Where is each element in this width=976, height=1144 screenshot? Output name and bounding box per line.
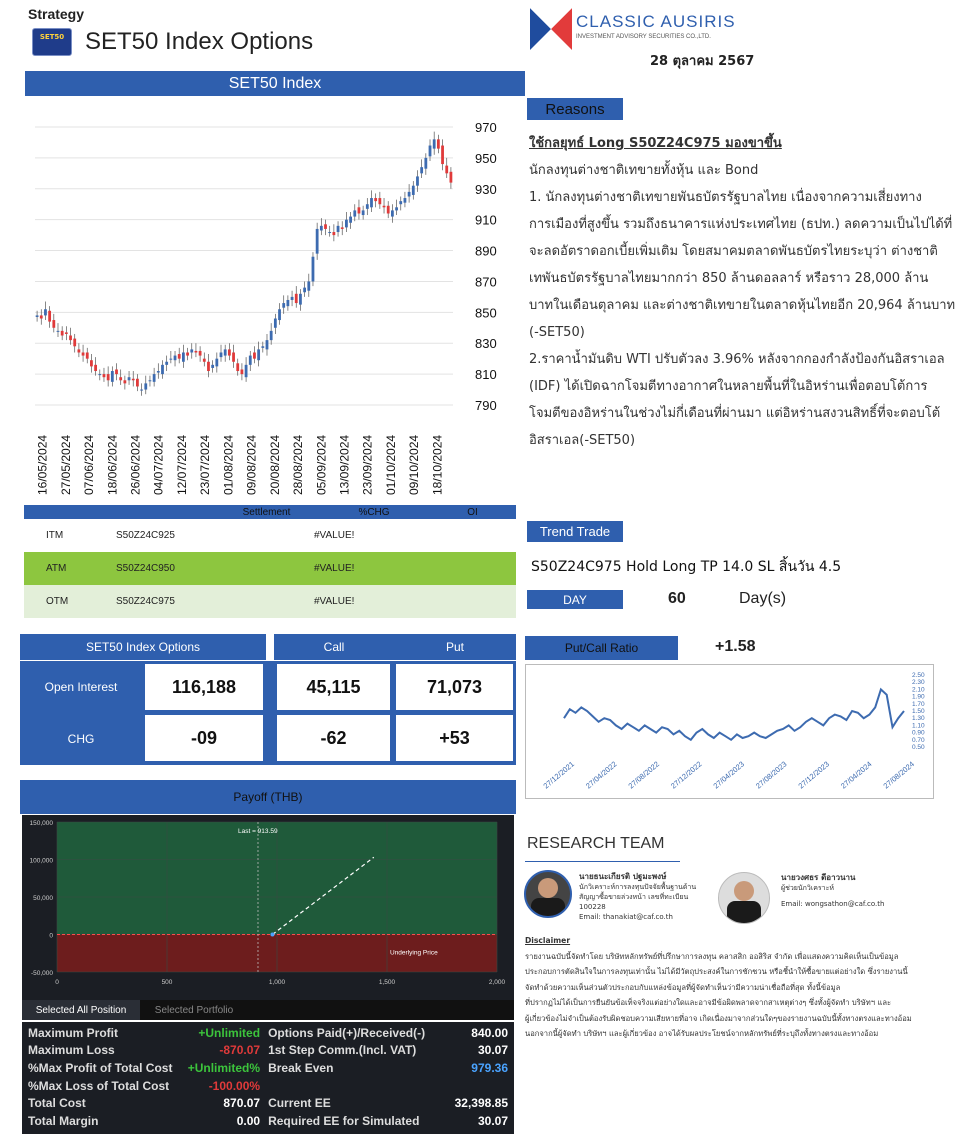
- stat-row: [28, 1042, 260, 1060]
- candle-body: [228, 349, 231, 355]
- x-tick-label: 26/06/2024: [128, 434, 143, 495]
- stat-value: +Unlimited%: [187, 1060, 261, 1075]
- pcr-y-tick: 1.70: [912, 700, 925, 708]
- stat-value: 30.07: [477, 1043, 508, 1058]
- pcr-value: +1.58: [715, 638, 756, 655]
- payoff-y-tick: 50,000: [33, 895, 53, 902]
- payoff-tabs: [22, 1000, 514, 1020]
- pcr-x-tick: 27/12/2022: [669, 759, 704, 791]
- stat-value: 870.07: [223, 1096, 261, 1111]
- stat-row: [268, 1077, 508, 1095]
- candle-body: [316, 229, 319, 254]
- candle-body: [103, 374, 106, 377]
- candle-body: [320, 226, 323, 231]
- candle-body: [358, 207, 361, 213]
- x-tick-label: 07/06/2024: [82, 434, 97, 495]
- stat-label: Current EE: [268, 1096, 331, 1111]
- stat-label: Required EE for Simulated: [268, 1113, 420, 1128]
- pcr-label: Put/Call Ratio: [525, 636, 678, 660]
- pcr-x-tick: 27/12/2021: [541, 759, 577, 791]
- option-chg: #VALUE!: [314, 530, 355, 541]
- stat-row: [268, 1059, 508, 1077]
- reasons-line: อิสราเอล(-SET50): [529, 433, 636, 448]
- candle-body: [215, 359, 218, 367]
- candle-body: [445, 166, 448, 174]
- candle-body: [207, 362, 210, 371]
- candle-body: [144, 383, 147, 389]
- candle-body: [399, 201, 402, 204]
- disclaimer-line: นอกจากนี้ผู้จัดทำ บริษัทฯ และผู้เกี่ยวข้อง อาจได้รับผลประโยชน์จากหลักทรัพย์ที่ระบุถึงทั้งทางตรงและทางอ้อม: [525, 1029, 879, 1038]
- option-series: S50Z24C925: [116, 530, 175, 541]
- candle-body: [40, 315, 43, 318]
- candle-body: [253, 352, 256, 358]
- pcr-line: [564, 689, 904, 739]
- candle-body: [374, 198, 377, 201]
- stat-row: [268, 1042, 508, 1060]
- candle-body: [132, 379, 135, 381]
- candle-body: [44, 309, 47, 315]
- candle-body: [278, 309, 281, 320]
- candle-body: [107, 374, 110, 380]
- candle-body: [345, 220, 348, 228]
- candle-body: [186, 352, 189, 355]
- reasons-badge: Reasons: [527, 98, 623, 120]
- options-table-header: Settlement %CHG OI: [24, 505, 516, 519]
- chart-band: SET50 Index: [25, 71, 525, 96]
- y-tick-label: 930: [475, 181, 497, 197]
- x-tick-label: 16/05/2024: [35, 434, 50, 495]
- candle-body: [441, 146, 444, 165]
- candle-body: [408, 192, 411, 197]
- oi-row-label: Open Interest: [20, 661, 142, 713]
- day-value: 60: [668, 590, 686, 607]
- chg-total: -09: [142, 712, 266, 764]
- stat-value: 0.00: [236, 1113, 261, 1128]
- candle-body: [52, 320, 55, 328]
- team-divider: [525, 861, 680, 862]
- candle-body: [157, 371, 160, 373]
- tab-selected-portfolio[interactable]: Selected Portfolio: [154, 1004, 234, 1016]
- pcr-y-tick: 1.10: [912, 722, 925, 730]
- x-tick-label: 04/07/2024: [151, 434, 166, 495]
- candle-body: [312, 257, 315, 282]
- payoff-title: Payoff (THB): [20, 780, 516, 814]
- reasons-line: เทพันธบัตรรัฐบาลไทยมากกว่า 850 ล้านดอลลาร์ หรือราว 28,000 ล้าน: [529, 271, 929, 286]
- x-tick-label: 18/06/2024: [105, 434, 120, 495]
- candle-body: [195, 351, 198, 353]
- candle-body: [324, 224, 327, 229]
- candle-body: [241, 369, 244, 374]
- pcr-x-tick: 27/08/2023: [754, 759, 789, 791]
- candle-body: [353, 210, 356, 216]
- candle-body: [291, 297, 294, 300]
- chg-call: -62: [274, 712, 393, 764]
- stat-value: 32,398.85: [454, 1096, 508, 1111]
- y-tick-label: 830: [475, 336, 497, 352]
- candle-body: [249, 356, 252, 365]
- candle-body: [169, 359, 172, 360]
- candle-body: [178, 354, 181, 359]
- candle-body: [86, 352, 89, 358]
- stat-label: Maximum Profit: [28, 1025, 119, 1040]
- options-row: [24, 552, 516, 585]
- payoff-stats: [22, 1022, 514, 1134]
- stat-label: %Max Profit of Total Cost: [28, 1060, 173, 1075]
- pcr-x-tick: 27/08/2024: [881, 759, 917, 791]
- x-tick-label: 01/08/2024: [221, 434, 236, 495]
- candle-body: [437, 139, 440, 148]
- oi-put-label: Put: [394, 634, 516, 660]
- stat-label: Break Even: [268, 1060, 334, 1075]
- x-tick-label: 23/09/2024: [360, 434, 375, 495]
- candle-body: [450, 172, 453, 183]
- disclaimer-line: ผู้เกี่ยวข้องไม่จำเป็นต้องรับผิดชอบความเสียหายที่อาจ เกิดเนื่องมาจากส่วนใดๆของรายงานฉบับนี้ทั้งทางตรงและทางอ้อม: [525, 1013, 912, 1023]
- stat-row: [268, 1112, 508, 1130]
- payoff-x-tick: 2,000: [488, 979, 506, 986]
- candle-body: [61, 331, 64, 336]
- stat-label: 1st Step Comm.(Incl. VAT): [268, 1043, 417, 1058]
- x-tick-label: 28/08/2024: [291, 434, 306, 495]
- y-tick-label: 890: [475, 243, 497, 259]
- disclaimer-line: ที่ปรากฏไม่ได้เป็นการยืนยันข้อเท็จจริงแต่อย่างใดและอาจมีข้อผิดพลาดจากสาเหตุต่างๆ ซึ่งทั้งผู้จัดทำ บริษัทฯ และ: [525, 998, 892, 1007]
- candle-body: [57, 331, 60, 332]
- candle-body: [282, 303, 285, 308]
- brand-logo-icon: [530, 8, 572, 50]
- candle-body: [128, 377, 131, 380]
- candle-body: [303, 288, 306, 293]
- stat-value: -100.00%: [208, 1078, 261, 1093]
- oi-total: 116,188: [142, 661, 266, 713]
- candle-body: [94, 365, 97, 371]
- candle-body: [90, 360, 93, 366]
- candle-body: [36, 315, 39, 317]
- pcr-y-tick: 0.90: [912, 729, 925, 737]
- page-title: SET50 Index Options: [85, 28, 314, 55]
- candle-body: [307, 281, 310, 290]
- candle-body: [404, 198, 407, 203]
- y-tick-label: 850: [475, 305, 497, 321]
- stat-row: [268, 1024, 508, 1042]
- candle-body: [111, 371, 114, 382]
- candle-body: [115, 369, 118, 374]
- disclaimer-line: จัดทำด้วยความเห็นส่วนตัวประกอบกับแหล่งข้อมูลที่ผู้จัดทำเห็นว่ามีความน่าเชื่อถือที่สุด ทั้งนี้ข้อมูล: [525, 982, 841, 992]
- reasons-line: บาทในเดือนตุลาคม และต่างชาติเทขายในตลาดหุ้นไทยอีก 20,964 ล้านบาท: [529, 298, 956, 313]
- stat-label: Total Cost: [28, 1096, 86, 1111]
- candle-body: [383, 206, 386, 208]
- day-unit: Day(s): [739, 590, 787, 607]
- candle-body: [224, 349, 227, 355]
- y-tick-label: 950: [475, 150, 497, 166]
- candle-body: [220, 352, 223, 357]
- stat-value: +Unlimited: [198, 1025, 261, 1040]
- payoff-x-tick: 1,500: [378, 979, 396, 986]
- reasons-line: จะลดอัตราดอกเบี้ยเพิ่มเติม โดยสมาคมตลาดพันธบัตรไทยระบุว่า ต่างชาติ: [529, 244, 938, 259]
- stat-value: 840.00: [471, 1025, 508, 1040]
- candle-body: [199, 351, 202, 356]
- pcr-chart: [525, 664, 934, 799]
- moneyness-tag: OTM: [46, 596, 69, 607]
- candle-body: [174, 356, 177, 361]
- candle-body: [232, 352, 235, 361]
- pcr-y-tick: 0.70: [912, 736, 925, 744]
- candle-body: [123, 380, 126, 383]
- stat-label: Maximum Loss: [28, 1043, 115, 1058]
- set50-logo: SET50: [32, 28, 72, 56]
- candle-body: [266, 340, 269, 349]
- options-row: [24, 519, 516, 552]
- reasons-line: (-SET50): [529, 325, 585, 340]
- last-price-label: Last = 913.59: [237, 828, 278, 835]
- candle-body: [119, 377, 122, 380]
- y-tick-label: 790: [475, 398, 497, 413]
- payoff-chart: [22, 815, 514, 1000]
- brand-sub: INVESTMENT ADVISORY SECURITIES CO.,LTD.: [576, 34, 711, 40]
- chg-row-label: CHG: [20, 713, 142, 765]
- reasons-line: 1. นักลงทุนต่างชาติเทขายพันธบัตรรัฐบาลไทย เนื่องจากความเสี่ยงทาง: [529, 190, 922, 205]
- reasons-line: นักลงทุนต่างชาติเทขายทั้งหุ้น และ Bond: [529, 163, 759, 178]
- options-table: [24, 505, 516, 618]
- x-tick-label: 23/07/2024: [198, 434, 213, 495]
- trend-text: S50Z24C975 Hold Long TP 14.0 SL สิ้นวัน 4.5: [531, 559, 842, 575]
- stat-label: Total Margin: [28, 1113, 99, 1128]
- candle-body: [136, 379, 139, 387]
- brand-name: CLASSIC AUSIRIS: [576, 12, 736, 31]
- break-even-marker: [270, 933, 274, 937]
- reasons-body: [529, 130, 974, 454]
- candle-body: [65, 332, 68, 334]
- candle-body: [98, 374, 101, 375]
- payoff-y-tick: 100,000: [29, 857, 53, 865]
- candle-body: [48, 311, 51, 322]
- trend-badge: Trend Trade: [527, 521, 623, 542]
- candle-body: [257, 349, 260, 360]
- stat-row: [28, 1077, 260, 1095]
- candle-body: [416, 176, 419, 185]
- x-tick-label: 27/05/2024: [58, 434, 73, 495]
- analyst2-info: นายวงศธร ดีอาวนาน ผู้ช่วยนักวิเคราะห์ Email: wongsathon@caf.co.th: [781, 873, 885, 908]
- x-tick-label: 12/07/2024: [174, 434, 189, 495]
- reasons-line: โจมตีของอิหร่านในช่วงไม่กี่เดือนที่ผ่านมา แต่อิหร่านสงวนสิทธิ์ที่จะตอบโต้: [529, 406, 941, 421]
- candle-body: [69, 336, 72, 341]
- candle-body: [433, 139, 436, 148]
- pcr-y-tick: 2.10: [912, 686, 925, 694]
- candle-body: [370, 198, 373, 207]
- disclaimer: Disclaimer รายงานฉบับนี้จัดทำโดย บริษัทหลักทรัพย์ที่ปรึกษาการลงทุน คลาสสิก ออสิริส จำกัด เพื่อแสดงความคิดเห็นเป็นข้อมูล ประกอบการตัดสินใจในการลงทุนเท่านั้น ไม่ได้มีวัตถุประสงค์ในการชักชวน หรือชี้นำให้ซื้อขายแต่อย่างใด ซึ่งรายงานนี้ จัดทำด้วยความเห็นส่วนตัวประกอบกับแหล่งข้อมูลที่ผู้จัดทำเห็นว่ามีความน่าเชื่อถือที่สุด ทั้งนี้ข้อมูล ที่ปรากฏไม่ได้เป็นการยืนยันข้อเท็จจริงแต่อย่างใดและอาจมีข้อผิดพลาดจากสาเหตุต่างๆ ซึ่งทั้งผู้จัดทำ บริษัทฯ และ ผู้เกี่ยวข้องไม่จำเป็นต้องรับผิดชอบความเสียหายที่อาจ เกิดเนื่องมาจากส่วนใดๆของรายงานฉบับนี้ทั้งทางตรงและทางอ้อม นอกจากนี้ผู้จัดทำ บริษัทฯ และผู้เกี่ยวข้อง อาจได้รับผลประโยชน์จากหลักทรัพย์ที่ระบุถึงทั้งทางตรงและทางอ้อม: [525, 933, 970, 1042]
- underlying-price-label: Underlying Price: [390, 949, 438, 957]
- analyst1-avatar: [524, 870, 572, 918]
- candle-body: [182, 352, 185, 361]
- payoff-x-tick: 1,000: [268, 979, 286, 986]
- candle-body: [366, 204, 369, 209]
- candle-body: [332, 232, 335, 235]
- oi-put: 71,073: [393, 661, 516, 713]
- stat-row: [28, 1059, 260, 1077]
- moneyness-tag: ITM: [46, 530, 64, 541]
- stat-row: [268, 1094, 508, 1112]
- analyst2-avatar: [718, 872, 770, 924]
- candle-body: [387, 206, 390, 214]
- option-chg: #VALUE!: [314, 563, 355, 574]
- candle-body: [211, 365, 214, 368]
- disclaimer-line: ประกอบการตัดสินใจในการลงทุนเท่านั้น ไม่ได้มีวัตถุประสงค์ในการชักชวน หรือชี้นำให้ซื้อขายแต่อย่างใด ซึ่งรายงานนี้: [525, 967, 908, 976]
- candle-body: [161, 365, 164, 374]
- option-chg: #VALUE!: [314, 596, 355, 607]
- x-tick-label: 09/10/2024: [407, 434, 422, 495]
- x-tick-label: 20/08/2024: [267, 434, 282, 495]
- y-tick-label: 970: [475, 120, 497, 135]
- day-label: DAY: [527, 590, 623, 609]
- candle-body: [270, 331, 273, 340]
- candle-body: [140, 390, 143, 391]
- candle-body: [328, 232, 331, 233]
- candle-body: [203, 359, 206, 362]
- pcr-y-tick: 2.30: [912, 679, 925, 687]
- payoff-y-tick: 150,000: [29, 820, 53, 827]
- report-date: 28 ตุลาคม 2567: [650, 54, 755, 69]
- x-tick-label: 09/08/2024: [244, 434, 259, 495]
- moneyness-tag: ATM: [46, 563, 67, 574]
- options-row: [24, 585, 516, 618]
- stat-value: 979.36: [471, 1060, 508, 1075]
- candle-body: [341, 227, 344, 229]
- candle-body: [286, 300, 289, 306]
- pcr-x-tick: 27/04/2024: [839, 759, 874, 791]
- candle-body: [153, 374, 156, 382]
- stat-value: -870.07: [219, 1043, 261, 1058]
- candle-body: [299, 294, 302, 305]
- set50-chart: [25, 100, 525, 498]
- option-series: S50Z24C975: [116, 596, 175, 607]
- pcr-y-tick: 0.50: [912, 744, 925, 751]
- analyst1-info: นายธนะเกียรติ ปฐมะพงษ์ นักวิเคราะห์การลงทุนปัจจัยพื้นฐานด้าน สัญญาซื้อขายล่วงหน้า เลขที่ทะเบียน 100228 Email: thanakiat@caf.co.th: [579, 872, 697, 921]
- reasons-line: 2.ราคาน้ำมันดิบ WTI ปรับตัวลง 3.96% หลังจากกองกำลังป้องกันอิสราเอล: [529, 352, 945, 367]
- candle-body: [82, 352, 85, 355]
- section-label: Strategy: [28, 6, 85, 22]
- option-series: S50Z24C950: [116, 563, 175, 574]
- oi-call-label: Call: [274, 634, 394, 660]
- candle-body: [378, 198, 381, 204]
- y-tick-label: 810: [475, 367, 497, 383]
- stat-value: 30.07: [477, 1113, 508, 1128]
- payoff-y-tick: 0: [49, 932, 53, 940]
- x-tick-label: 18/10/2024: [430, 434, 445, 495]
- reasons-headline: ใช้กลยุทธ์ Long S50Z24C975 มองขาขึ้น: [529, 136, 782, 151]
- reasons-lines: [529, 157, 974, 454]
- y-tick-label: 910: [475, 212, 497, 228]
- candle-body: [236, 363, 239, 371]
- stat-row: [28, 1112, 260, 1130]
- candle-body: [429, 146, 432, 157]
- payoff-y-tick: -50,000: [30, 970, 53, 977]
- candle-body: [274, 319, 277, 328]
- candle-body: [295, 294, 298, 303]
- stat-row: [28, 1094, 260, 1112]
- pcr-y-tick: 1.30: [912, 715, 925, 723]
- stat-label: Options Paid(+)/Received(-): [268, 1025, 426, 1040]
- candle-body: [391, 210, 394, 216]
- disclaimer-line: รายงานฉบับนี้จัดทำโดย บริษัทหลักทรัพย์ที่ปรึกษาการลงทุน คลาสสิก ออสิริส จำกัด เพื่อแสดงความคิดเห็นเป็นข้อมูล: [525, 951, 899, 961]
- candle-body: [337, 226, 340, 232]
- stat-row: [28, 1024, 260, 1042]
- candle-body: [165, 362, 168, 365]
- candle-body: [73, 339, 76, 347]
- pcr-x-tick: 27/04/2023: [711, 759, 747, 791]
- candle-body: [420, 167, 423, 173]
- pcr-y-tick: 1.90: [912, 693, 925, 701]
- x-tick-label: 13/09/2024: [337, 434, 352, 495]
- pcr-x-tick: 27/12/2023: [796, 759, 832, 791]
- reasons-line: (IDF) ได้เปิดฉากโจมตีทางอากาศในหลายพื้นที่ในอิหร่านเพื่อตอบโต้การ: [529, 379, 928, 394]
- candle-body: [424, 158, 427, 169]
- x-tick-label: 01/10/2024: [383, 434, 398, 495]
- pcr-y-tick: 1.50: [912, 708, 925, 715]
- team-title: RESEARCH TEAM: [527, 835, 665, 852]
- y-tick-label: 870: [475, 274, 497, 290]
- oi-call: 45,115: [274, 661, 393, 713]
- payoff-x-tick: 0: [55, 979, 59, 986]
- candle-body: [77, 349, 80, 352]
- candle-body: [349, 217, 352, 223]
- candle-body: [261, 346, 264, 348]
- candle-body: [362, 210, 365, 215]
- oi-title: SET50 Index Options: [20, 634, 266, 660]
- pcr-y-tick: 2.50: [912, 672, 925, 679]
- reasons-line: การเมืองที่สูงขึ้น รวมถึงธนาคารแห่งประเทศไทย (ธปท.) ลดความเป็นไปได้ที่: [529, 217, 953, 232]
- tab-selected-all-position[interactable]: Selected All Position: [22, 1000, 140, 1020]
- candle-body: [412, 186, 415, 195]
- candle-body: [395, 207, 398, 210]
- chg-put: +53: [393, 712, 516, 764]
- candle-body: [190, 349, 193, 352]
- pcr-x-tick: 27/08/2022: [626, 759, 662, 791]
- x-tick-label: 05/09/2024: [314, 434, 329, 495]
- payoff-x-tick: 500: [161, 979, 173, 986]
- candle-body: [149, 380, 152, 381]
- pcr-x-tick: 27/04/2022: [584, 759, 619, 791]
- stat-label: %Max Loss of Total Cost: [28, 1078, 170, 1093]
- candle-body: [245, 365, 248, 377]
